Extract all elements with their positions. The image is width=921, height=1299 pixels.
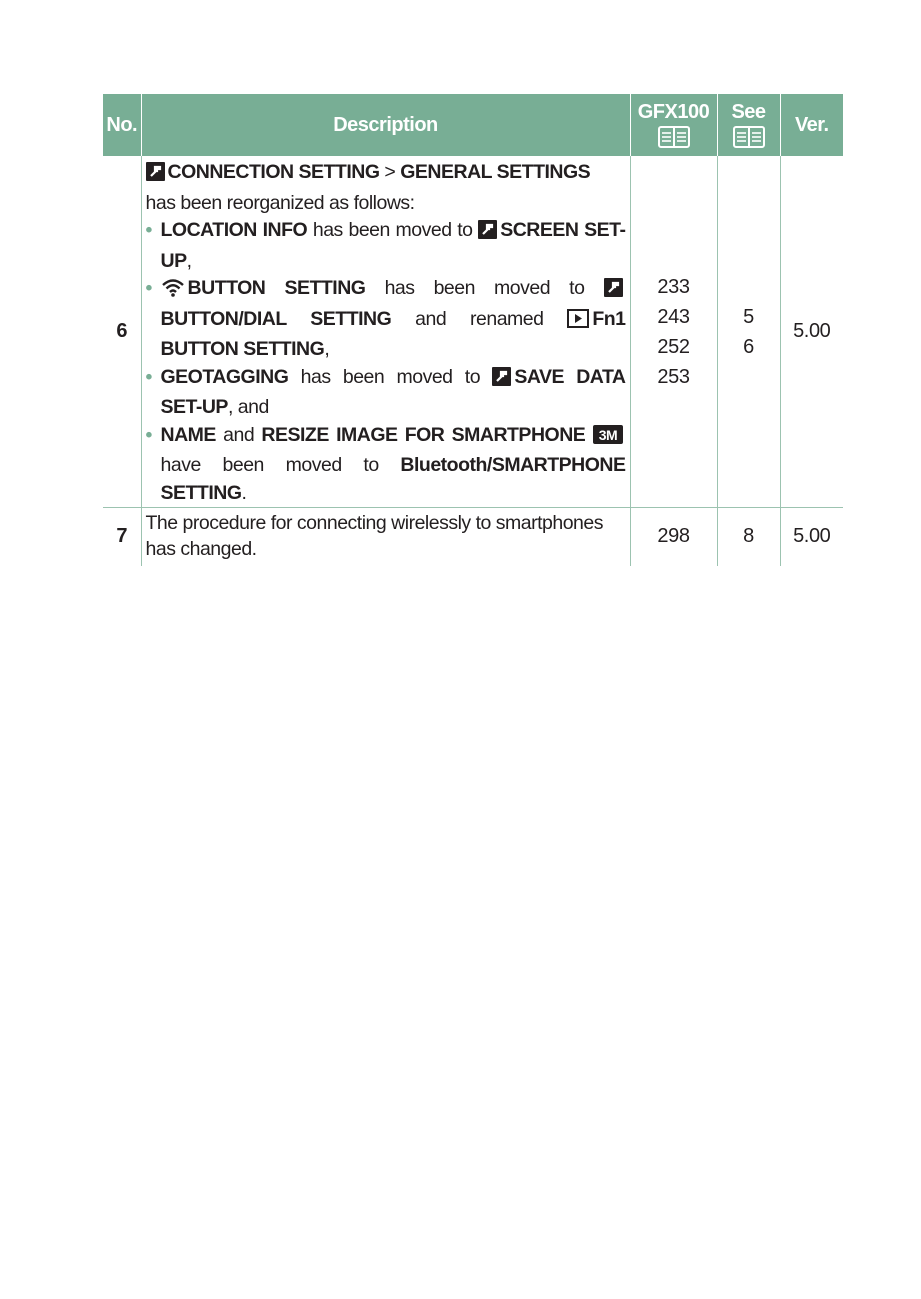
menu-geotagging: GEOTAGGING [160, 365, 289, 388]
bullet-item [146, 422, 626, 508]
menu-fn1-button-setting: Fn1 BUTTON SETTING [160, 307, 626, 360]
menu-screen-setup: SCREEN SET-UP [160, 219, 626, 272]
text: and [215, 423, 262, 446]
row-gfx100-pages: 298 [630, 508, 717, 566]
text: . [241, 481, 247, 504]
wifi-icon [161, 277, 185, 306]
page-ref: 233 [657, 275, 690, 298]
bullet-dot: • [145, 219, 152, 241]
menu-name: NAME [160, 423, 216, 446]
menu-button-dial-setting: BUTTON/DIAL SETTING [160, 307, 392, 330]
text: , [324, 338, 330, 360]
page-ref: 243 [657, 305, 690, 328]
separator: > [379, 161, 401, 183]
page-ref: 253 [657, 365, 690, 388]
row-version: 5.00 [780, 508, 843, 566]
row-see-pages [717, 156, 780, 508]
menu-save-data-setup: SAVE DATA SET-UP [160, 365, 626, 418]
header-see [717, 94, 780, 156]
header-description: Description [141, 94, 630, 156]
menu-bluetooth-smartphone-setting: Bluetooth/SMARTPHONE SETTING [160, 454, 626, 504]
row-description [141, 156, 630, 508]
table-row [103, 156, 843, 508]
description-line [146, 159, 626, 190]
menu-location-info: LOCATION INFO [160, 219, 308, 241]
wrench-icon [492, 367, 511, 395]
row-version: 5.00 [780, 156, 843, 508]
playback-icon [567, 309, 589, 337]
bullet-item [146, 364, 626, 422]
text: has been moved to [307, 219, 479, 241]
wrench-icon [146, 162, 165, 190]
text: , and [227, 396, 269, 418]
book-icon [733, 126, 765, 148]
header-row [103, 94, 843, 156]
header-gfx100-label: GFX100 [637, 101, 710, 123]
size-3m-badge-icon [593, 425, 623, 453]
description-line: has been reorganized as follows: [145, 191, 415, 214]
text: has been moved to [365, 277, 604, 299]
row-gfx100-pages [630, 156, 717, 508]
menu-resize-image-for-smartphone: RESIZE IMAGE FOR SMARTPHONE [261, 423, 586, 446]
svg-text:3M: 3M [598, 426, 617, 443]
bullet-dot: • [145, 365, 152, 388]
bullet-item [146, 275, 626, 364]
menu-connection-setting: CONNECTION SETTING [167, 161, 380, 183]
text: and renamed [391, 307, 568, 330]
text: has been moved to [288, 365, 493, 388]
header-no: No. [103, 94, 141, 156]
menu-button-setting: BUTTON SETTING [187, 277, 366, 299]
row-number: 7 [116, 525, 128, 548]
menu-general-settings: GENERAL SETTINGS [400, 161, 591, 183]
row-number: 6 [103, 156, 141, 508]
header-see-label: See [731, 101, 766, 123]
header-gfx100 [630, 94, 717, 156]
wrench-icon [604, 278, 623, 306]
book-icon [658, 126, 690, 148]
page-ref: 252 [657, 335, 690, 358]
text: have been moved to [160, 454, 401, 476]
row-description: The procedure for connecting wirelessly to smartphones has changed. [141, 508, 630, 566]
header-ver: Ver. [780, 94, 843, 156]
text: , [186, 249, 192, 272]
bullet-dot: • [145, 277, 152, 299]
bullet-dot: • [145, 423, 152, 446]
changes-table [103, 94, 843, 566]
table-row [103, 508, 843, 566]
wrench-icon [478, 220, 497, 248]
page-ref: 5 [743, 305, 754, 328]
bullet-item [146, 217, 626, 275]
page-ref: 6 [743, 335, 754, 358]
row-see-pages: 8 [717, 508, 780, 566]
